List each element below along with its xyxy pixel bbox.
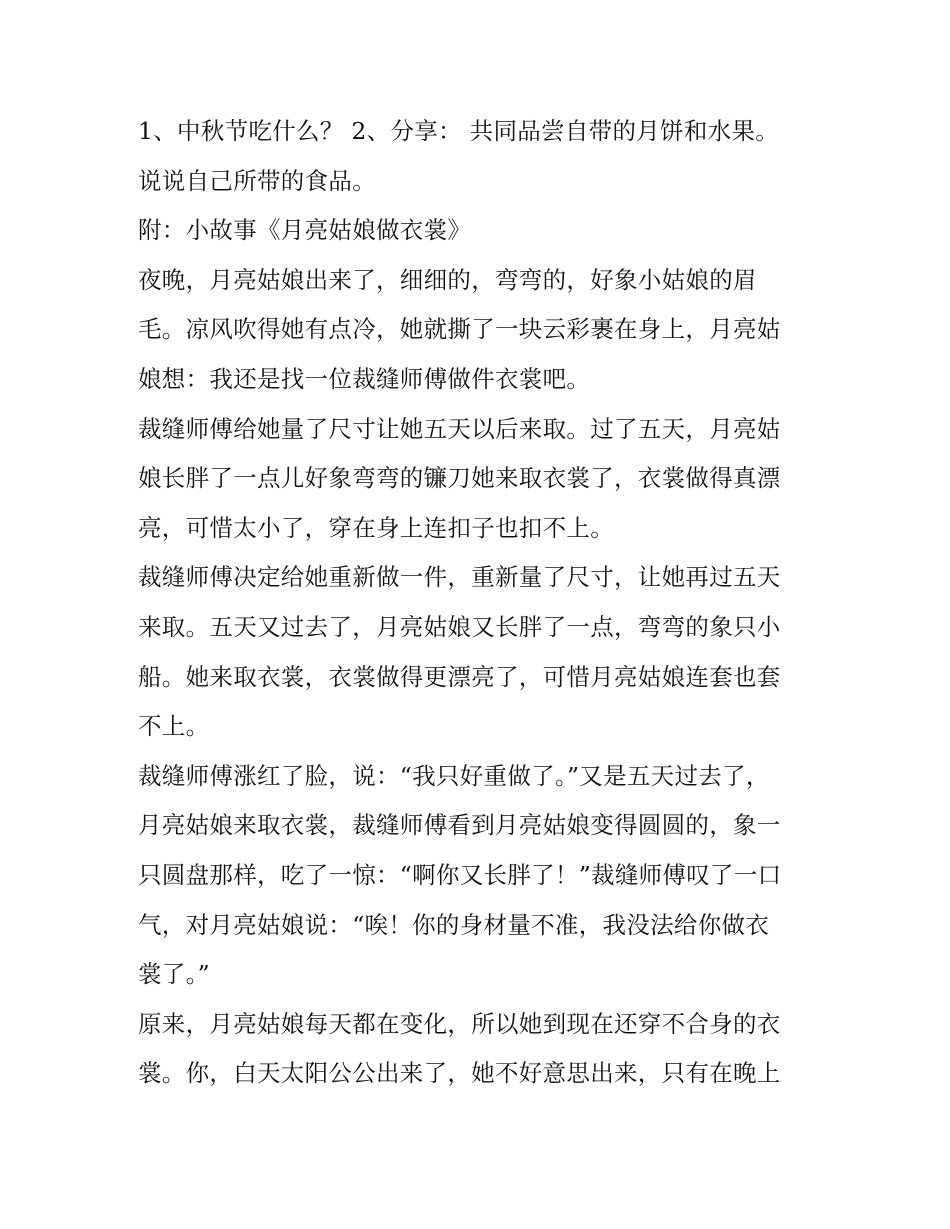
text-line: 船。她来取衣裳，衣裳做得更漂亮了，可惜月亮姑娘连套也套: [138, 662, 781, 691]
story-title-line: 附：小故事《月亮姑娘做衣裳》: [138, 216, 472, 245]
text-line: 原来，月亮姑娘每天都在变化，所以她到现在还穿不合身的衣: [138, 1009, 781, 1038]
text-line: 来取。五天又过去了，月亮姑娘又长胖了一点，弯弯的象只小: [138, 612, 781, 641]
text-line: 月亮姑娘来取衣裳，裁缝师傅看到月亮姑娘变得圆圆的，象一: [138, 811, 781, 840]
text-line: 裁缝师傅给她量了尺寸让她五天以后来取。过了五天，月亮姑: [138, 414, 781, 443]
text-line: 娘想：我还是找一位裁缝师傅做件衣裳吧。: [138, 364, 591, 393]
text-line: 不上。: [138, 712, 210, 741]
text-line: 裳了。”: [138, 960, 210, 989]
text-line: 亮，可惜太小了，穿在身上连扣子也扣不上。: [138, 513, 614, 542]
text-line: 裳。你，白天太阳公公出来了，她不好意思出来，只有在晚上: [138, 1059, 781, 1088]
text-line: 气，对月亮姑娘说：“唉！你的身材量不准，我没法给你做衣: [138, 910, 770, 939]
text-line: 毛。凉风吹得她有点冷，她就撕了一块云彩裹在身上，月亮姑: [138, 315, 781, 344]
text-line: 裁缝师傅涨红了脸，说：“我只好重做了。”又是五天过去了，: [138, 761, 770, 790]
document-body: [138, 107, 818, 1099]
text-line: 娘长胖了一点儿好象弯弯的镰刀她来取衣裳了，衣裳做得真漂: [138, 464, 781, 493]
text-line: 说说自己所带的食品。: [138, 166, 376, 195]
text-line: 只圆盘那样，吃了一惊：“啊你又长胖了！”裁缝师傅叹了一口: [138, 860, 782, 889]
text-line: 夜晚，月亮姑娘出来了，细细的，弯弯的，好象小姑娘的眉: [138, 265, 757, 294]
text-line: 裁缝师傅决定给她重新做一件，重新量了尺寸，让她再过五天: [138, 563, 781, 592]
text-line: 1、中秋节吃什么？ 2、分享： 共同品尝自带的月饼和水果。: [138, 117, 780, 145]
